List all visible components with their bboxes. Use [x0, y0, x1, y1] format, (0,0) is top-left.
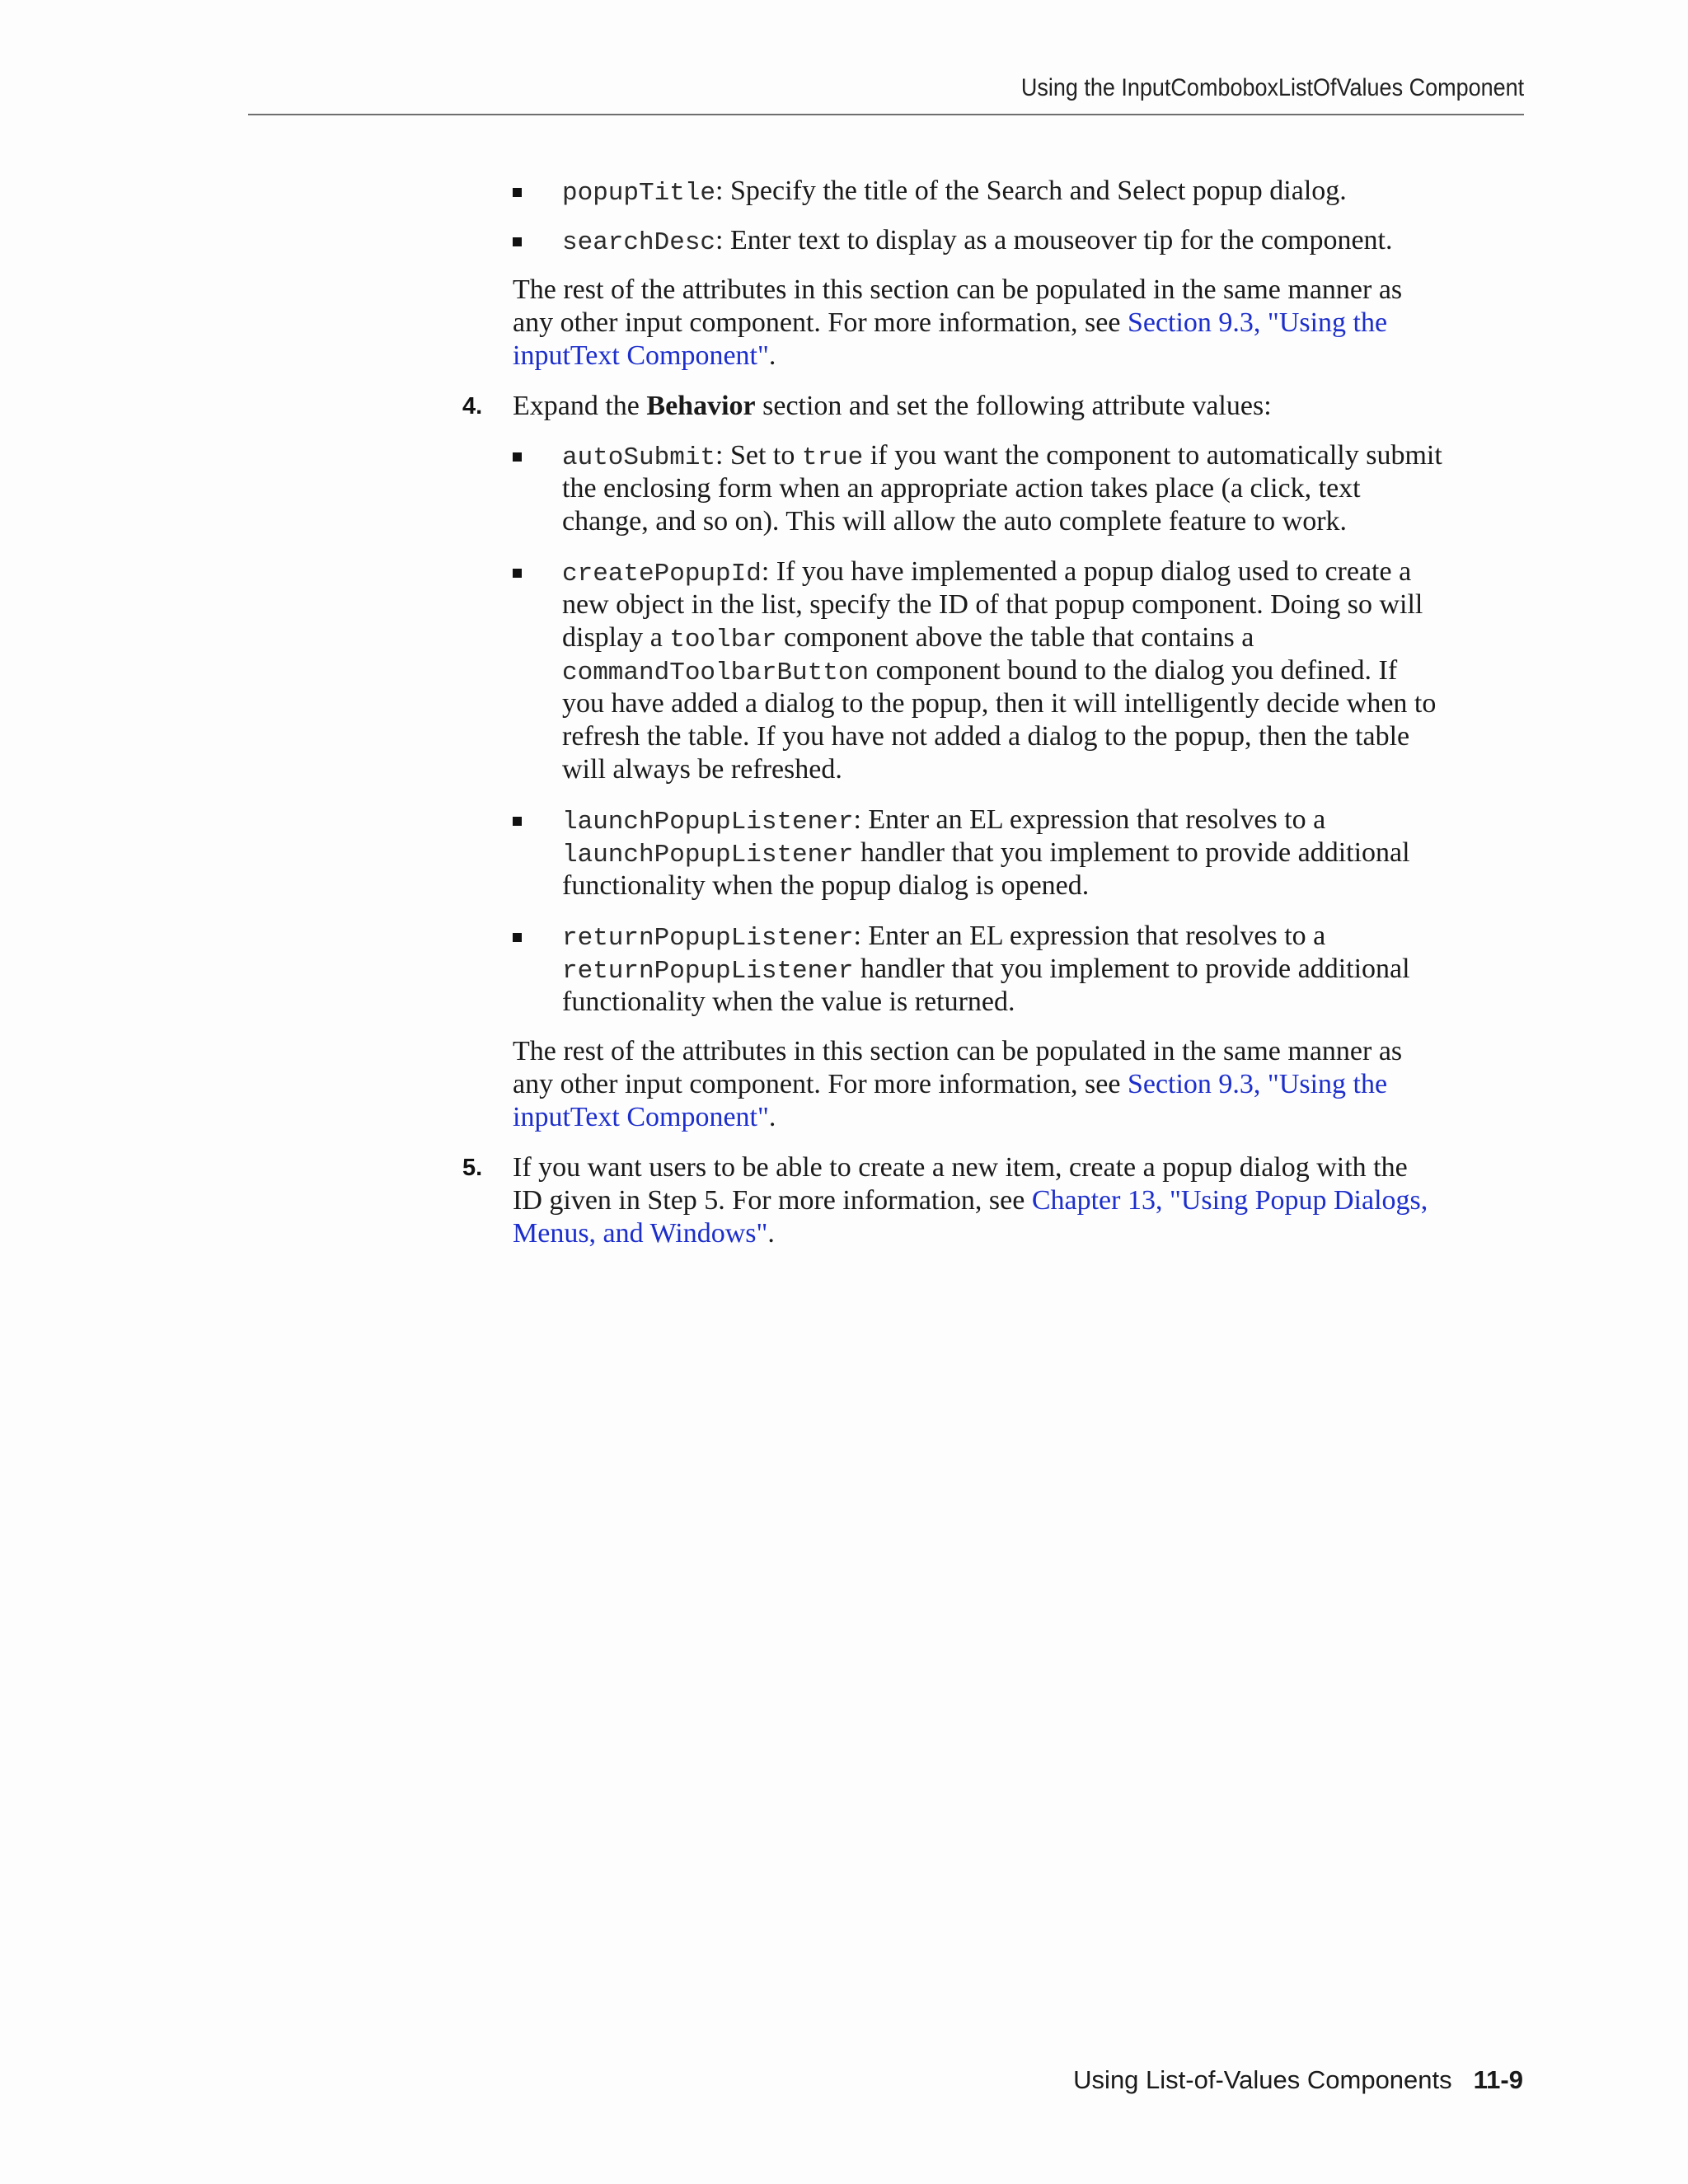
bullet-text: : Enter an EL expression that resolves to a	[853, 804, 1326, 835]
bullet-line: functionality when the popup dialog is opened.	[562, 870, 1090, 901]
step-text: ID given in Step 5. For more information, see	[513, 1185, 1032, 1216]
attribute-code: returnPopupListener	[562, 924, 854, 953]
page-number: 11-9	[1473, 2065, 1523, 2094]
bullet-line: refresh the table. If you have not added a dialog to the popup, then the table	[562, 721, 1410, 752]
step-text: .	[767, 1218, 775, 1249]
section-9-3-link[interactable]: Section 9.3, "Using the	[1127, 307, 1388, 338]
inline-code: commandToolbarButton	[562, 658, 870, 687]
step-number: 5.	[462, 1155, 483, 1181]
bullet-text: handler that you implement to provide additional	[853, 837, 1410, 868]
bullet-marker	[513, 452, 522, 462]
attribute-code: launchPopupListener	[562, 808, 854, 837]
bullet-marker	[513, 188, 522, 197]
step-line: If you want users to be able to create a new item, create a popup dialog with the	[513, 1152, 1408, 1183]
bullet-return-popup-listener	[562, 920, 1410, 1019]
attribute-code: createPopupId	[562, 560, 762, 588]
bullet-auto-submit	[562, 439, 1442, 538]
paragraph-text: .	[768, 1102, 776, 1132]
running-header	[248, 74, 1524, 115]
bullet-create-popup-id	[562, 555, 1436, 786]
paragraph-text: any other input component. For more information, see	[513, 307, 1128, 338]
bullet-text: component above the table that contains a	[776, 622, 1254, 653]
section-9-3-link-cont[interactable]: inputText Component"	[513, 1102, 769, 1132]
bullet-text: component bound to the dialog you defined. If	[869, 655, 1398, 686]
bullet-text: : Enter text to display as a mouseover tip for the component.	[715, 225, 1393, 255]
page-footer	[1073, 2065, 1523, 2095]
paragraph-text: any other input component. For more information, see	[513, 1069, 1128, 1099]
step-5-text	[513, 1151, 1428, 1250]
attribute-code: autoSubmit	[562, 443, 716, 472]
bullet-launch-popup-listener	[562, 804, 1410, 902]
bullet-line: will always be refreshed.	[562, 754, 842, 785]
bullet-line: functionality when the value is returned.	[562, 987, 1015, 1017]
bullet-line: you have added a dialog to the popup, then it will intelligently decide when to	[562, 688, 1437, 719]
bullet-text: : Specify the title of the Search and Select popup dialog.	[715, 176, 1347, 206]
behavior-label: Behavior	[646, 391, 756, 421]
inline-code: toolbar	[669, 626, 777, 654]
inline-code: returnPopupListener	[562, 957, 854, 986]
bullet-marker	[513, 817, 522, 826]
inline-code: launchPopupListener	[562, 841, 854, 869]
bullet-text: : If you have implemented a popup dialog used to create a	[761, 556, 1412, 587]
footer-title: Using List-of-Values Components	[1073, 2065, 1452, 2094]
bullet-text: : Set to	[715, 440, 802, 471]
bullet-marker	[513, 569, 522, 578]
bullet-line: new object in the list, specify the ID of that popup component. Doing so will	[562, 589, 1423, 620]
step-number: 4.	[462, 393, 483, 419]
bullet-text: display a	[562, 622, 670, 653]
bullet-text: handler that you implement to provide additional	[853, 954, 1410, 984]
bullet-line: change, and so on). This will allow the auto complete feature to work.	[562, 506, 1348, 537]
section-9-3-link[interactable]: Section 9.3, "Using the	[1127, 1069, 1388, 1099]
bullet-text: : Enter an EL expression that resolves to a	[853, 921, 1326, 951]
step-4-text	[513, 390, 1272, 423]
paragraph-line: The rest of the attributes in this section can be populated in the same manner as	[513, 1036, 1403, 1066]
paragraph-rest-of-attributes	[513, 274, 1402, 373]
section-9-3-link-cont[interactable]: inputText Component"	[513, 340, 769, 371]
paragraph-line: The rest of the attributes in this section can be populated in the same manner as	[513, 274, 1403, 305]
bullet-search-desc	[562, 224, 1393, 257]
bullet-line: the enclosing form when an appropriate action takes place (a click, text	[562, 473, 1361, 504]
paragraph-text: .	[768, 340, 776, 371]
bullet-marker	[513, 237, 522, 246]
chapter-13-link[interactable]: Chapter 13, "Using Popup Dialogs,	[1031, 1185, 1428, 1216]
step-text: Expand the	[513, 391, 647, 421]
bullet-marker	[513, 933, 522, 942]
attribute-code: popupTitle	[562, 179, 716, 208]
running-header-title: Using the InputComboboxListOfValues Component	[1020, 74, 1524, 101]
bullet-popup-title	[562, 175, 1347, 208]
inline-code: true	[801, 443, 864, 472]
chapter-13-link-cont[interactable]: Menus, and Windows"	[513, 1218, 768, 1249]
attribute-code: searchDesc	[562, 228, 716, 257]
step-text: section and set the following attribute values:	[755, 391, 1272, 421]
bullet-text: if you want the component to automatically submit	[863, 440, 1442, 471]
paragraph-rest-of-attributes-2	[513, 1035, 1402, 1134]
